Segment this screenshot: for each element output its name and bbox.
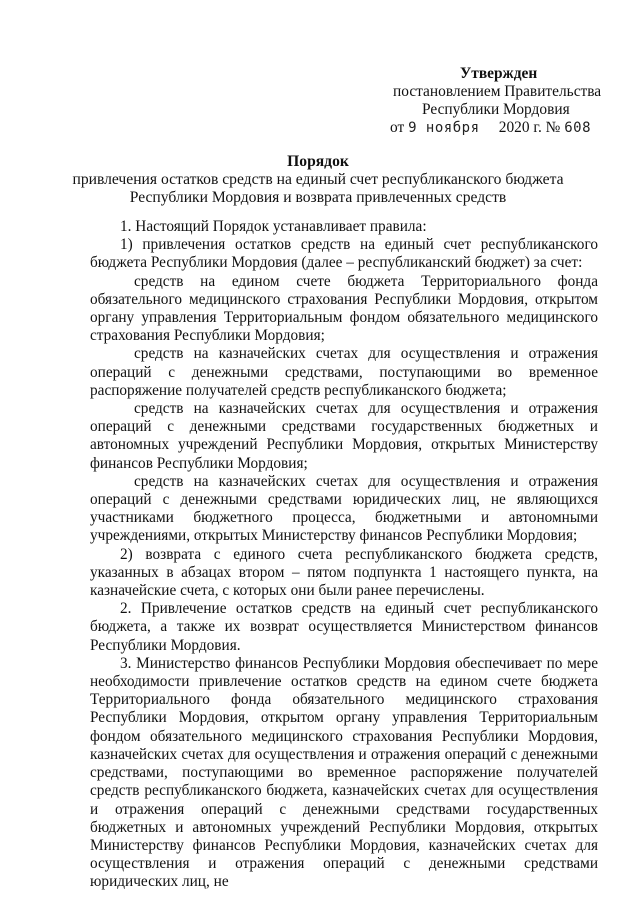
approval-line-2: Республики Мордовия bbox=[422, 101, 570, 118]
paragraph: 2. Привлечение остатков средств на единый счет республиканского бюджета, а также их возврат осуществляется Министерством финансов Республики Мордовия. bbox=[90, 600, 598, 654]
approval-title: Утвержден bbox=[460, 65, 538, 82]
paragraph: 1) привлечения остатков средств на единый счет республиканского бюджета Республики Мордовия (далее – республиканский бюджет) за счет: bbox=[90, 236, 598, 272]
handwritten-number: 608 bbox=[564, 120, 592, 136]
date-year: 2020 г. № bbox=[498, 119, 561, 136]
heading-title: Порядок bbox=[287, 153, 349, 170]
paragraph: средств на казначейских счетах для осуществления и отражения операций с денежными средствами, поступающими во временное распоряжение получателей средств республиканского бюджета; bbox=[90, 345, 598, 399]
date-prefix: от bbox=[390, 119, 405, 136]
paragraph: 2) возврата с единого счета республиканского бюджета средств, указанных в абзацах втором – пятом подпункта 1 настоящего пункта, на казначейские счета, с которых они были ранее перечислены. bbox=[90, 545, 598, 600]
paragraph: средств на едином счете бюджета Территориального фонда обязательного медицинского страхования Республики Мордовия, открытом органу управления Территориальным фондом обязательного медицинского страхования Республики Мордовия; bbox=[90, 272, 598, 345]
handwritten-date: 9 ноября bbox=[408, 120, 480, 136]
heading-subtitle-2: Республики Мордовия и возврата привлеченных средств bbox=[129, 189, 507, 206]
paragraph: средств на казначейских счетах для осуществления и отражения операций с денежными средствами государственных бюджетных и автономных учреждений Республики Мордовия, открытых Министерству финансов Республики Мордовия; bbox=[90, 400, 598, 472]
approval-line-1: постановлением Правительства bbox=[393, 83, 602, 100]
approval-date-line bbox=[390, 118, 591, 138]
paragraph: 3. Министерство финансов Республики Мордовия обеспечивает по мере необходимости привлечение остатков средств на едином счете бюджета Территориального фонда обязательного медицинского страхования Республики Мордовия, открытом органу управления Территориальным фондом обязательного медицинского страхования Республики Мордовия, казначейских счетах для осуществления и отражения операций с денежными средствами, поступающими во временное распоряжение получателей средств республиканского бюджета, казначейских счетах для осуществления и отражения операций с денежными средствами государственных бюджетных и автономных учреждений Республики Мордовия, открытых Министерству финансов Республики Мордовия, казначейских счетах для осуществления и отражения операций с денежными средствами юридических лиц, не bbox=[90, 654, 598, 891]
document-body bbox=[90, 218, 598, 892]
paragraph: 1. Настоящий Порядок устанавливает правила: bbox=[120, 218, 427, 235]
heading-subtitle-1: привлечения остатков средств на единый счет республиканского бюджета bbox=[72, 171, 564, 188]
paragraph: средств на казначейских счетах для осуществления и отражения операций с денежными средствами юридических лиц, не являющихся участниками бюджетного процесса, бюджетными и автономными учреждениями, открытых Министерству финансов Республики Мордовия; bbox=[90, 472, 598, 545]
